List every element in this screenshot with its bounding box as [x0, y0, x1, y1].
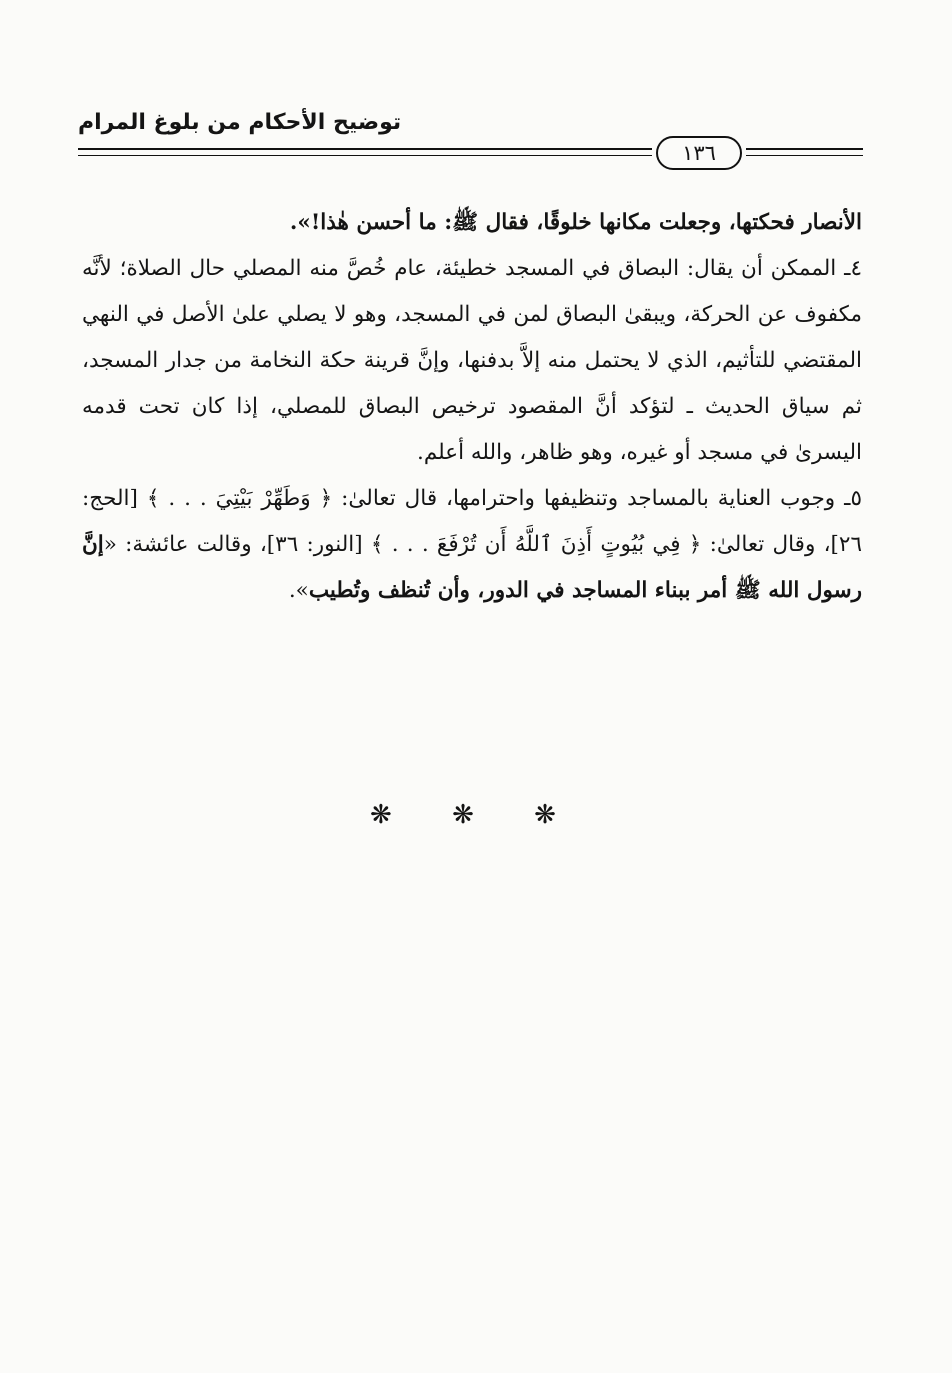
section-separator: ❋ ❋ ❋ [370, 800, 582, 830]
paragraph-text: الممكن أن يقال: البصاق في المسجد خطيئة، عام خُصَّ منه المصلي حال الصلاة؛ لأنَّه مكفوف عن الحركة، ويبقىٰ البصاق لمن في المسجد، وهو لا يصلي علىٰ الأصل في النهي المقتضي للتأثيم، الذي لا يحتمل منه إلاَّ بدفنها، وإنَّ قرينة حكة النخامة من جدار المسجد، ثم سياق الحديث ـ لتؤكد أنَّ المقصود ترخيص البصاق للمصلي، إذا كان تحت قدمه اليسرىٰ في مسجد أو غيره، وهو ظاهر، والله أعلم. [82, 256, 862, 465]
quote-close: ». [288, 578, 309, 603]
page-number: ١٣٦ [656, 136, 742, 170]
paragraph-5 [82, 476, 862, 614]
main-text [82, 200, 862, 614]
paragraph-number: ٥ـ [844, 486, 862, 511]
hadith-quote: إنَّ رسول الله ﷺ أمر ببناء المساجد في الدور، وأن تُنظف وتُطيب [82, 532, 862, 603]
header-rule-left-thick [78, 148, 652, 150]
paragraph-continued [82, 200, 862, 246]
header-rule-right-thin [746, 155, 863, 156]
running-title: توضيح الأحكام من بلوغ المرام [78, 110, 402, 135]
page-header [78, 108, 863, 178]
hadith-ending: الأنصار فحكتها، وجعلت مكانها خلوقًا، فقال ﷺ: ما أحسن هٰذا!». [289, 210, 862, 235]
paragraph-number: ٤ـ [844, 256, 862, 281]
header-rule-left-thin [78, 155, 652, 156]
header-rule-right-thick [746, 148, 863, 150]
paragraph-4 [82, 246, 862, 476]
paragraph-text: وجوب العناية بالمساجد وتنظيفها واحترامها، قال تعالىٰ: ﴿ وَطَهِّرْ بَيْتِيَ . . . ﴾ [الحج: ٢٦]، وقال تعالىٰ: ﴿ فِي بُيُوتٍ أَذِنَ ٱللَّهُ أَن تُرْفَعَ . . . ﴾ [النور: ٣٦]، وقالت عائشة: « [82, 486, 863, 557]
